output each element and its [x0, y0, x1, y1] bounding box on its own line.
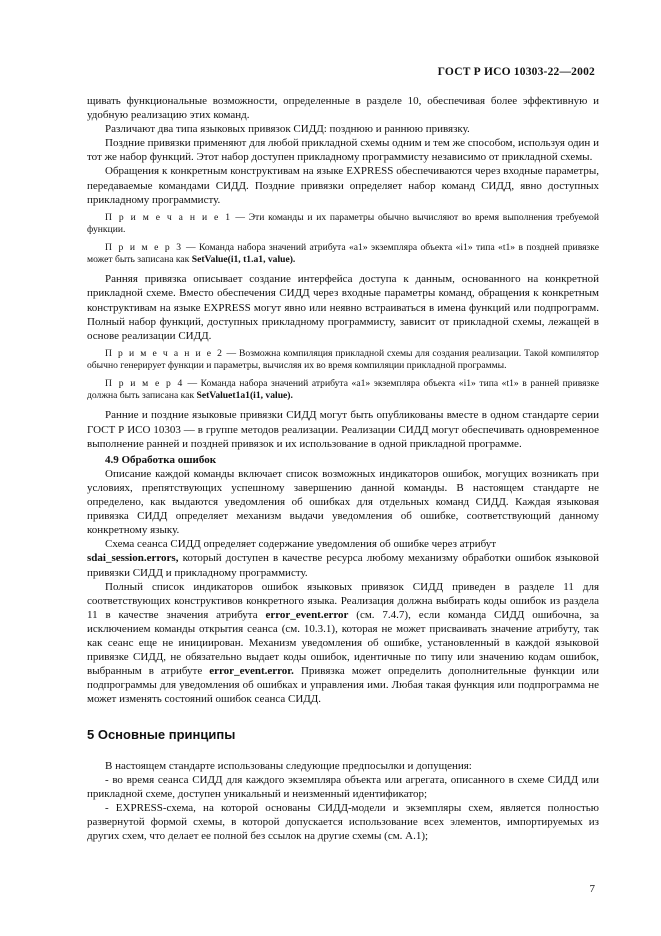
paragraph-early-binding: Ранняя привязка описывает создание интерфейса доступа к данным, основанного на конкретной прикладной схеме. Вместо обеспечения СИДД через входные параметры команд, обращения к конкретным конструктивам на языке EXPRESS могут явно или неявно встраиваться в имена функций или подпрограмм. Полный набор функций, доступных прикладному программисту, зависит от прикладной схемы, лежащей в основе реализации СИДД.	[87, 273, 599, 342]
example-4-text: — Команда набора значений атрибута «a1» экземпляра объекта «i1» типа «t1» в ранней привязке должна быть записана как	[87, 377, 599, 402]
section-heading-5: 5 Основные принципы	[87, 727, 236, 743]
paragraph-publication: Ранние и поздние языковые привязки СИДД могут быть опубликованы вместе в одном стандарте серии ГОСТ Р ИСО 10303 — в группе методов реализации. Реализации СИДД могут обеспечивать одновременное выполнение ранней и поздней привязок и их использование в одной прикладной программе.	[87, 409, 599, 450]
error-event-code-1: error_event.error	[265, 608, 349, 621]
note-2-lead: П р и м е ч а н и е 2	[105, 347, 224, 359]
paragraph-continuation: щивать функциональные возможности, определенные в разделе 10, обеспечивая более эффективную и удобную реализацию этих команд.	[87, 95, 599, 122]
session-errors-intro: Схема сеанса СИДД определяет содержание уведомления об ошибке через атрибут	[105, 538, 497, 551]
page-number: 7	[589, 883, 595, 895]
note-2-text: — Возможна компиляция прикладной схемы для создания реализации. Такой компилятор обычно генерирует функции и параметры, вычисляя их во время компиляции прикладной программы.	[87, 347, 599, 372]
example-4	[87, 378, 599, 403]
list-item-express-schema: - EXPRESS-схема, на которой основаны СИДД-модели и экземпляры схем, является полностью развернутой формой схемы, в которой допускается использование всех элементов, импортируемых из других схем, что делает ее полной без ссылок на другие схемы (см. A.1);	[87, 801, 599, 842]
paragraph-error-indicators: Описание каждой команды включает список возможных индикаторов ошибок, могущих возникать при условиях, препятствующих успешному завершению данной команды. В настоящем стандарте не определено, как выдаются уведомления об ошибках для отдельных команд СИДД. Каждая языковая привязка СИДД определяет механизм выдачи уведомления об ошибке, соответствующий данному конкретному языку.	[87, 467, 599, 537]
example-3-lead: П р и м е р 3	[105, 241, 183, 253]
page-body	[87, 94, 599, 843]
paragraph-error-list	[87, 580, 599, 707]
example-3-text: — Команда набора значений атрибута «a1» экземпляра объекта «i1» типа «t1» в поздней привязке может быть записана как	[87, 241, 599, 265]
paragraph-late-binding: Поздние привязки применяют для любой прикладной схемы одним и тем же способом, используя один и тот же набор функций. Этот набор доступен прикладному программисту независимо от прикладной схемы.	[87, 137, 599, 164]
paragraph-binding-types: Различают два типа языковых привязок СИДД: позднюю и раннюю привязку.	[105, 123, 470, 136]
session-errors-rest: который доступен в качестве ресурса любому механизму обработки ошибок языковой привязки СИДД и прикладному программисту.	[87, 552, 599, 579]
paragraph-assumptions: В настоящем стандарте использованы следующие предпосылки и допущения:	[105, 759, 472, 772]
example-4-code: SetValuet1a1(i1, value).	[196, 390, 293, 402]
example-3-code: SetValue(i1, t1.a1, value).	[191, 253, 296, 265]
note-1-lead: П р и м е ч а н и е 1	[105, 211, 232, 223]
error-list-part-2: (см. 7.4.7), если команда СИДД ошибочна, за исключением команды открытия сеанса (см. 10.3.1), которая не может присваивать значение атрибуту, так как сеанс еще не инициирован. Механизм уведомления об ошибке, установленный в каждой языковой привязке СИДД, не обязательно выдает коды ошибок, идентичные по типу или значению кодам ошибок, выбранным в атрибуте	[87, 608, 600, 678]
example-3	[87, 242, 599, 267]
list-item-identifier: - во время сеанса СИДД для каждого экземпляра объекта или агрегата, описанного в схеме СИДД или прикладной схеме, доступен уникальный и неизменный идентификатор;	[87, 773, 599, 800]
session-errors-code: sdai_session.errors,	[87, 552, 179, 565]
note-2	[87, 348, 599, 373]
note-1	[87, 212, 599, 237]
paragraph-express-references: Обращения к конкретным конструктивам на языке EXPRESS обеспечиваются через входные параметры, передаваемые командами СИДД. Поздние привязки определяет набор команд СИДД, явно доступных прикладному программисту.	[87, 165, 599, 206]
note-1-text: — Эти команды и их параметры обычно вычисляют во время выполнения требуемой функции.	[87, 211, 599, 236]
error-list-part-3: Привязка может определить дополнительные функции или подпрограммы для уведомления об ошибках и управления ими. Любая такая функция или подпрограмма не может изменять состояний ошибок сеанса СИДД.	[87, 665, 599, 706]
running-header: ГОСТ Р ИСО 10303-22—2002	[437, 66, 595, 78]
paragraph-session-errors	[87, 537, 599, 579]
error-event-code-2: error_event.error.	[209, 665, 294, 678]
error-list-part-1: Полный список индикаторов ошибок языковых привязок СИДД приведен в разделе 11 для соответствующих конструктивов конкретного языка. Реализация должна выбирать коды ошибок из раздела 11 в качестве значения атрибута	[87, 580, 599, 621]
subsection-heading-4-9: 4.9 Обработка ошибок	[105, 453, 217, 466]
example-4-lead: П р и м е р 4	[105, 377, 184, 389]
